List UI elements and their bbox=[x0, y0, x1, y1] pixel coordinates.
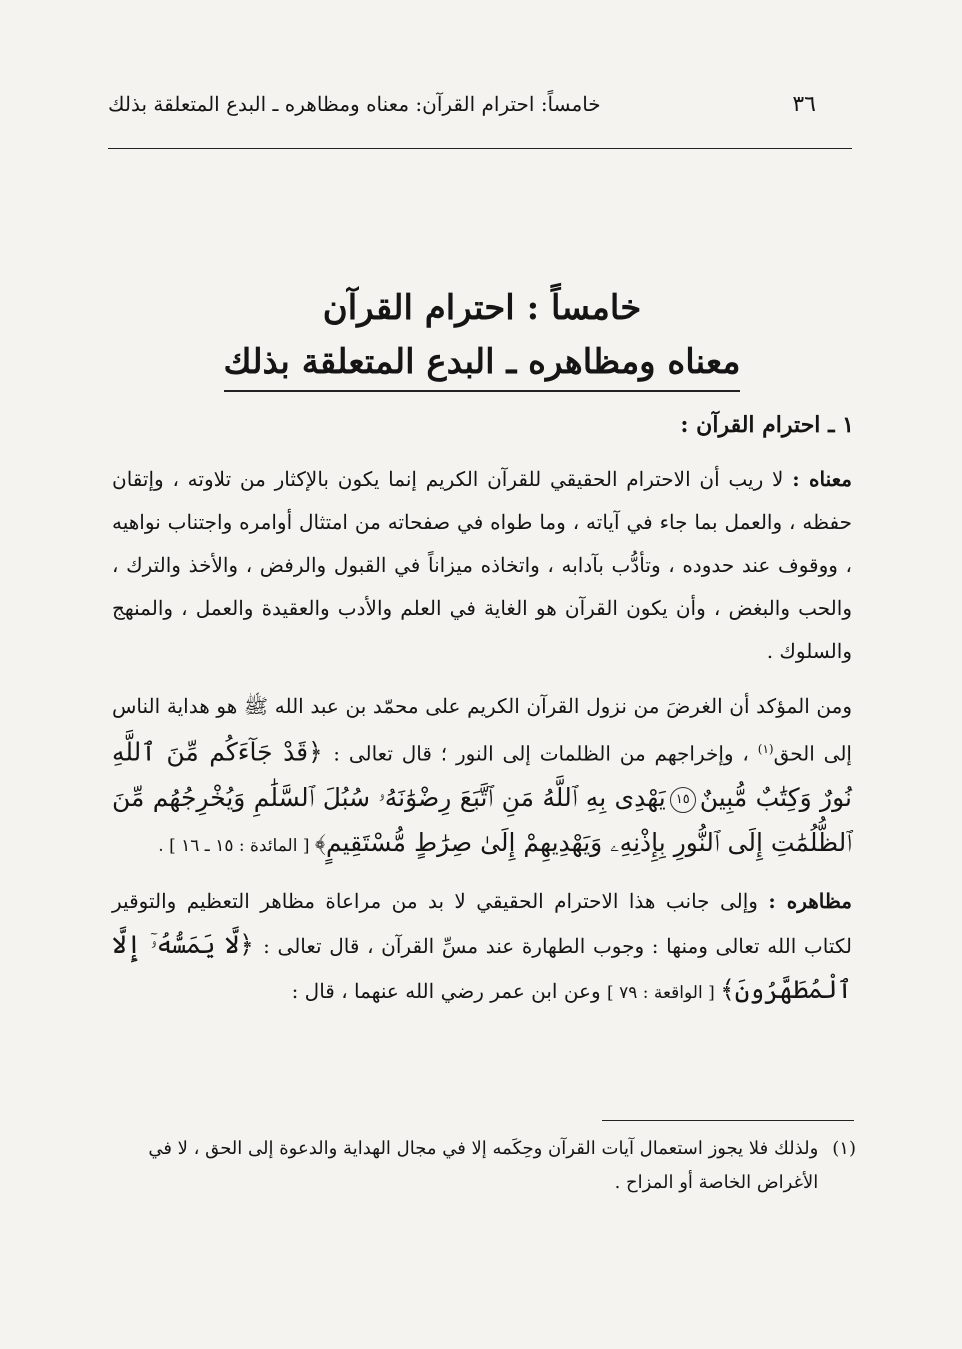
footnote bbox=[112, 1132, 856, 1200]
running-title: خامساً: احترام القرآن: معناه ومظاهره ـ البدع المتعلقة بذلك bbox=[108, 92, 601, 116]
paragraph-manifestations bbox=[112, 880, 852, 1015]
paragraph-meaning bbox=[112, 458, 852, 673]
footnote-number: (١) bbox=[832, 1138, 856, 1159]
paragraph-purpose bbox=[112, 685, 852, 868]
quran-verse: يَهْدِى بِهِ ٱللَّهُ مَنِ ٱتَّبَعَ رِضْوَٰنَهُۥ سُبُلَ ٱلسَّلَٰمِ وَيُخْرِجُهُم مِّنَ ٱلظُّلُمَٰتِ إِلَى ٱلنُّورِ بِإِذْنِهِۦ وَيَهْدِيهِمْ إِلَىٰ صِرَٰطٍ مُّسْتَقِيمٍ﴾ bbox=[112, 782, 852, 857]
paragraph-text: وإلى جانب هذا الاحترام الحقيقي لا بد من مراعاة مظاهر التعظيم والتوقير لكتاب الله تعالى ومنها : وجوب الطهارة عند مسِّ القرآن ، قال تعالى : bbox=[112, 888, 852, 958]
chapter-title-line1: خامساً : احترام القرآن bbox=[322, 288, 642, 328]
quran-verse: ﴿قَدْ جَآءَكُم مِّنَ ٱللَّهِ نُورٌ وَكِتَٰبٌ مُّبِينٌ bbox=[112, 737, 852, 812]
body-text bbox=[112, 458, 852, 1015]
section-heading: ١ ـ احترام القرآن : bbox=[680, 412, 854, 438]
paragraph-text: وعن ابن عمر رضي الله عنهما ، قال : bbox=[291, 978, 608, 1003]
footnote-text: ولذلك فلا يجوز استعمال آيات القرآن وحِكَمه إلا في مجال الهداية والدعوة إلى الحق ، لا في الأغراض الخاصة أو المزاح . bbox=[148, 1138, 819, 1193]
paragraph-text: لا ريب أن الاحترام الحقيقي للقرآن الكريم إنما يكون بالإكثار من تلاوته ، وإتقان حفظه ، والعمل بما جاء في آياته ، وما طواه في صفحاته من امتثال أوامره واجتناب نواهيه ، ووقوف عند حدوده ، وتأدُّب بآدابه ، واتخاذه ميزاناً في القبول والرفض ، والأخذ والترك ، والحب والبغض ، وأن يكون القرآن هو الغاية في العلم والأدب والعقيدة والعمل ، والمنهج والسلوك . bbox=[112, 467, 852, 663]
running-header bbox=[108, 92, 856, 117]
footnote-rule bbox=[602, 1120, 854, 1121]
header-rule bbox=[108, 148, 852, 149]
chapter-title-line2: معناه ومظاهره ـ البدع المتعلقة بذلك bbox=[224, 334, 741, 392]
paragraph-text: ، وإخراجهم من الظلمات إلى النور ؛ قال تعالى : bbox=[333, 741, 758, 766]
footnote-marker: (١) bbox=[757, 742, 774, 756]
paragraph-lead: مظاهره : bbox=[768, 888, 852, 913]
ayah-number-marker: ١٥ bbox=[670, 787, 696, 813]
page-number: ٣٦ bbox=[792, 92, 816, 117]
verse-reference: [ الواقعة : ٧٩ ] bbox=[607, 982, 721, 1003]
verse-reference: [ المائدة : ١٥ ـ ١٦ ] . bbox=[158, 835, 315, 856]
paragraph-lead: معناه : bbox=[792, 467, 852, 491]
chapter-title bbox=[108, 282, 856, 392]
quran-verse: ﴿لَّا يَمَسُّهُۥٓ إِلَّا ٱلْمُطَهَّرُونَ﴾ bbox=[112, 929, 852, 1004]
paragraph-text: ومن المؤكد أن الغرضَ من نزول القرآن الكريم على محمّد بن عبد الله ﷺ هو هداية الناس إلى الحق bbox=[112, 694, 852, 766]
